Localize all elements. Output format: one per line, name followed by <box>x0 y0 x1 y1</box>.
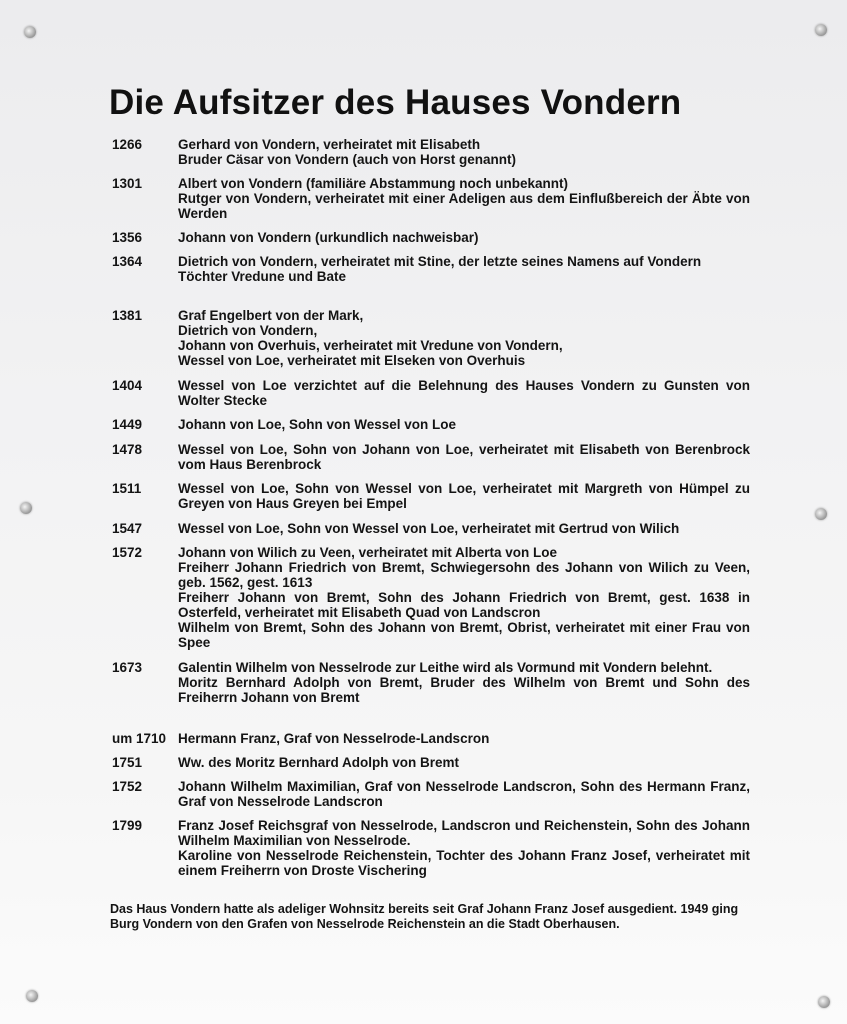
entry-text: Gerhard von Vondern, verheiratet mit Elisabeth Bruder Cäsar von Vondern (auch von Horst genannt) <box>178 137 517 167</box>
entry-text: Johann von Wilich zu Veen, verheiratet mit Alberta von Loe Freiherr Johann Friedrich von Bremt, Schwiegersohn des Johann von Wilich zu Veen, geb. 1562, gest. 1613 Freiherr Johann von Bremt, Sohn des Johann Friedrich von Bremt, gest. 1638 in Osterfeld, verheiratet mit Elisabeth Quad von Landscron Wilhelm von Bremt, Sohn des Johann von Bremt, Obrist, verheiratet mit einer Frau von Spee <box>178 545 750 650</box>
entry-year: 1547 <box>112 521 143 536</box>
entry-text: Albert von Vondern (familiäre Abstammung noch unbekannt) Rutger von Vondern, verheiratet mit einer Adeligen aus dem Einflußbereich der Äbte von Werden <box>178 176 750 221</box>
entry-text: Johann von Loe, Sohn von Wessel von Loe <box>178 417 457 432</box>
entry-year: 1364 <box>112 254 143 269</box>
entry-year: 1266 <box>112 137 143 152</box>
entry-text: Wessel von Loe, Sohn von Wessel von Loe, verheiratet mit Gertrud von Wilich <box>178 521 680 536</box>
entry-text: Wessel von Loe verzichtet auf die Belehnung des Hauses Vondern zu Gunsten von Wolter Stecke <box>178 378 750 408</box>
entry-text: Wessel von Loe, Sohn von Johann von Loe, verheiratet mit Elisabeth von Berenbrock vom Haus Berenbrock <box>178 442 750 472</box>
entry-year: 1356 <box>112 230 143 245</box>
entry-year: 1572 <box>112 545 143 560</box>
entry-text: Wessel von Loe, Sohn von Wessel von Loe, verheiratet mit Margreth von Hümpel zu Greyen von Haus Greyen bei Empel <box>178 481 750 511</box>
entry-text: Johann Wilhelm Maximilian, Graf von Nesselrode Landscron, Sohn des Hermann Franz, Graf von Nesselrode Landscron <box>178 779 750 809</box>
entry-year: 1478 <box>112 442 143 457</box>
entry-year: 1301 <box>112 176 143 191</box>
entry-text: Graf Engelbert von der Mark, Dietrich von Vondern, Johann von Overhuis, verheiratet mit Vredune von Vondern, Wessel von Loe, verheiratet mit Elseken von Overhuis <box>178 308 563 368</box>
entry-text: Johann von Vondern (urkundlich nachweisbar) <box>178 230 479 245</box>
entry-text: Dietrich von Vondern, verheiratet mit Stine, der letzte seines Namens auf Vondern Töchter Vredune und Bate <box>178 254 702 284</box>
footer-note: Das Haus Vondern hatte als adeliger Wohnsitz bereits seit Graf Johann Franz Josef ausgedient. 1949 ging Burg Vondern von den Grafen von Nesselrode Reichenstein an die Stadt Oberhausen. <box>110 901 739 931</box>
page-title: Die Aufsitzer des Hauses Vondern <box>109 83 682 122</box>
entry-year: 1449 <box>112 417 143 432</box>
entry-year: 1404 <box>112 378 143 393</box>
entry-year: 1799 <box>112 818 143 833</box>
entry-year: 1511 <box>112 481 142 496</box>
entry-text: Franz Josef Reichsgraf von Nesselrode, Landscron und Reichenstein, Sohn des Johann Wilhelm Maximilian von Nesselrode. Karoline von Nesselrode Reichenstein, Tochter des Johann Franz Josef, verheiratet mit einem Freiherrn von Droste Vischering <box>178 818 750 878</box>
entry-text: Ww. des Moritz Bernhard Adolph von Bremt <box>178 755 460 770</box>
entry-year: 1673 <box>112 660 143 675</box>
entry-text: Hermann Franz, Graf von Nesselrode-Landscron <box>178 731 490 746</box>
entry-year: 1751 <box>112 755 143 770</box>
entry-year: 1752 <box>112 779 143 794</box>
entry-year: 1381 <box>112 308 143 323</box>
entry-text: Galentin Wilhelm von Nesselrode zur Leithe wird als Vormund mit Vondern belehnt. Moritz Bernhard Adolph von Bremt, Bruder des Wilhelm von Bremt und Sohn des Freiherrn Johann von Bremt <box>178 660 750 705</box>
entry-year: um 1710 <box>112 731 167 746</box>
